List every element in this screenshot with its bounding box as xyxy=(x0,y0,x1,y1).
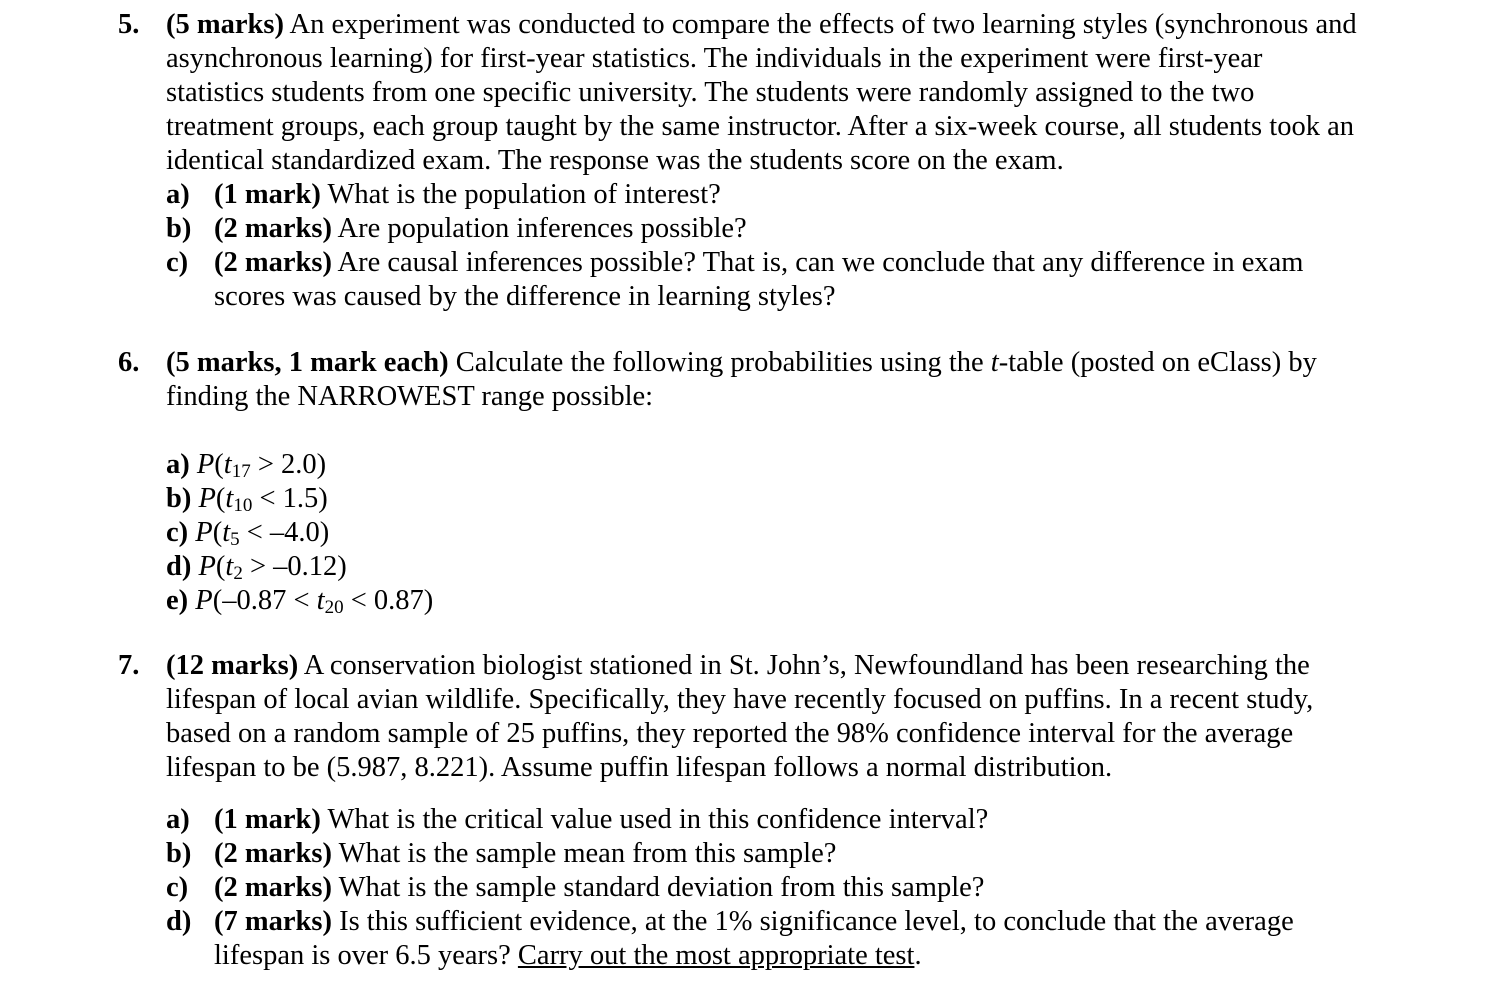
question-6 xyxy=(118,346,1378,618)
open-paren: ( xyxy=(212,585,223,616)
prob-symbol: P xyxy=(198,483,216,514)
probability-item-c xyxy=(166,516,1378,550)
inequality: < 0.87) xyxy=(343,585,434,616)
sub-label: c) xyxy=(166,872,189,903)
t-symbol: t xyxy=(223,449,232,480)
degrees-of-freedom: 2 xyxy=(233,563,243,584)
sub-question-c xyxy=(166,871,1378,905)
sub-marks: (2 marks) xyxy=(214,838,332,869)
question-stem xyxy=(166,8,1366,178)
question-stem xyxy=(166,649,1366,785)
question-body xyxy=(166,346,1378,618)
probability-item-e xyxy=(166,584,1378,618)
sub-text: What is the sample mean from this sample? xyxy=(338,838,837,869)
inequality: < –4.0) xyxy=(239,517,330,548)
probability-item-a xyxy=(166,448,1378,482)
sub-text: What is the sample standard deviation from this sample? xyxy=(338,872,985,903)
question-marks: (5 marks) xyxy=(166,9,284,40)
question-text-continued: -table (posted on eClass) by finding the NARROWEST range possible: xyxy=(166,347,1317,412)
inequality: > 2.0) xyxy=(250,449,327,480)
probability-item-b xyxy=(166,482,1378,516)
sub-text-end: . xyxy=(914,940,922,971)
prob-symbol: P xyxy=(195,517,213,548)
open-paren: ( xyxy=(215,551,226,582)
sub-question-c xyxy=(166,246,1344,314)
question-body xyxy=(166,8,1378,314)
question-5 xyxy=(118,8,1378,314)
sub-marks: (2 marks) xyxy=(214,213,332,244)
prob-symbol: P xyxy=(198,551,216,582)
degrees-of-freedom: 17 xyxy=(231,461,251,482)
open-paren: ( xyxy=(212,517,223,548)
sub-text: Is this sufficient evidence, at the 1% significance level, to conclude that the average lifespan is over 6.5 years? xyxy=(214,906,1294,971)
sub-text: What is the population of interest? xyxy=(327,179,721,210)
sub-label: d) xyxy=(166,906,192,937)
question-body xyxy=(166,649,1378,973)
sub-question-b xyxy=(166,212,1378,246)
sub-label: a) xyxy=(166,804,190,835)
t-symbol: t xyxy=(316,585,325,616)
sub-label: c) xyxy=(166,247,189,278)
item-label: a) xyxy=(166,449,190,480)
inequality: < 1.5) xyxy=(252,483,328,514)
sub-label: a) xyxy=(166,179,190,210)
t-symbol: t xyxy=(225,551,234,582)
t-symbol: t xyxy=(225,483,234,514)
degrees-of-freedom: 20 xyxy=(324,597,344,618)
question-number: 5. xyxy=(118,9,140,40)
sub-label: b) xyxy=(166,213,192,244)
question-text: An experiment was conducted to compare the effects of two learning styles (synchronous and asynchronous learning) for first-year statistics. The individuals in the experiment were first-year statistics students from one specific university. The students were randomly assigned to the two treatment groups, each group taught by the same instructor. After a six-week course, all students took an identical standardized exam. The response was the students score on the exam. xyxy=(166,9,1357,176)
sub-marks: (1 mark) xyxy=(214,179,321,210)
open-paren: ( xyxy=(215,483,226,514)
sub-text: Are population inferences possible? xyxy=(337,213,747,244)
question-stem xyxy=(166,346,1366,414)
question-number: 7. xyxy=(118,650,140,681)
lower-bound: –0.87 < xyxy=(222,585,317,616)
item-label: b) xyxy=(166,483,192,514)
question-text: Calculate the following probabilities using the xyxy=(455,347,984,378)
question-marks: (5 marks, 1 mark each) xyxy=(166,347,449,378)
item-label: e) xyxy=(166,585,189,616)
item-label: c) xyxy=(166,517,189,548)
sub-marks: (7 marks) xyxy=(214,906,332,937)
t-symbol: t xyxy=(222,517,231,548)
sub-text-underlined: Carry out the most appropriate test xyxy=(517,940,915,971)
t-variable: t xyxy=(990,347,999,378)
sub-marks: (2 marks) xyxy=(214,872,332,903)
sub-marks: (2 marks) xyxy=(214,247,332,278)
sub-question-a xyxy=(166,803,1378,837)
prob-symbol: P xyxy=(196,449,215,480)
degrees-of-freedom: 10 xyxy=(233,495,253,516)
item-label: d) xyxy=(166,551,192,582)
question-marks: (12 marks) xyxy=(166,650,299,681)
inequality: > –0.12) xyxy=(242,551,347,582)
sub-question-a xyxy=(166,178,1378,212)
sub-label: b) xyxy=(166,838,192,869)
degrees-of-freedom: 5 xyxy=(230,529,240,550)
question-text: A conservation biologist stationed in St. John’s, Newfoundland has been researching the lifespan of local avian wildlife. Specifically, they have recently focused on puffins. In a recent study, based on a random sample of 25 puffins, they reported the 98% confidence interval for the average lifespan to be (5.987, 8.221). Assume puffin lifespan follows a normal distribution. xyxy=(166,650,1314,783)
sub-text: What is the critical value used in this confidence interval? xyxy=(327,804,989,835)
question-number: 6. xyxy=(118,347,140,378)
probability-item-d xyxy=(166,550,1378,584)
sub-question-b xyxy=(166,837,1378,871)
prob-symbol: P xyxy=(195,585,213,616)
sub-marks: (1 mark) xyxy=(214,804,321,835)
question-7 xyxy=(118,649,1378,973)
sub-question-d xyxy=(166,905,1339,973)
open-paren: ( xyxy=(214,449,224,480)
sub-text: Are causal inferences possible? That is, can we conclude that any difference in exam scores was caused by the difference in learning styles? xyxy=(214,247,1304,312)
